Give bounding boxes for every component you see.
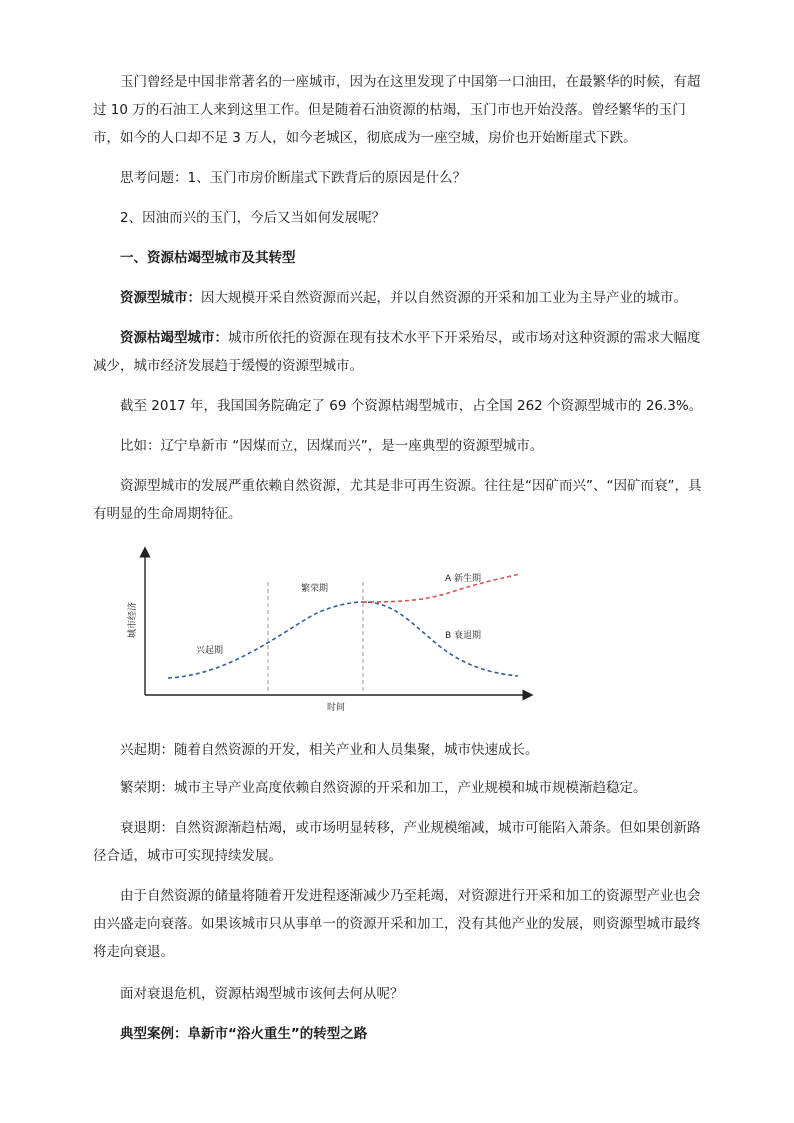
example-paragraph: 比如：辽宁阜新市 “因煤而立，因煤而兴”，是一座典型的资源型城市。 xyxy=(120,438,544,454)
definition-exhausted-city xyxy=(93,324,708,380)
stage-prosperity-paragraph: 繁荣期：城市主导产业高度依赖自然资源的开采和加工，产业规模和城市规模渐趋稳定。 xyxy=(120,780,647,796)
definition-term: 资源型城市： xyxy=(120,290,201,306)
y-axis-label: 城市经济 xyxy=(128,601,138,639)
lifecycle-chart-svg xyxy=(118,540,538,722)
stage-decline-paragraph: 衰退期：自然资源渐趋枯竭，或市场明显转移，产业规模缩减，城市可能陷入萧条。但如果创新路径合适，城市可实现持续发展。 xyxy=(93,820,701,864)
section-heading: 一、资源枯竭型城市及其转型 xyxy=(120,250,296,266)
case-heading: 典型案例：阜新市“浴火重生”的转型之路 xyxy=(120,1026,368,1042)
definition-term: 资源枯竭型城市： xyxy=(120,330,228,346)
question-1: 思考问题：1、玉门市房价断崖式下跌背后的原因是什么？ xyxy=(120,170,467,186)
stage-label-rise: 兴起期 xyxy=(196,646,224,656)
statistics-paragraph: 截至 2017 年，我国国务院确定了 69 个资源枯竭型城市，占全国 262 个资源型城市的 26.3%。 xyxy=(120,398,703,414)
x-axis-label: 时间 xyxy=(326,703,346,713)
series-label-decline: B 衰退期 xyxy=(445,631,482,641)
series-label-renewal: A 新生期 xyxy=(445,574,482,584)
definition-text: 城市所依托的资源在现有技术水平下开采殆尽，或市场对这种资源的需求大幅度减少，城市经济发展趋于缓慢的资源型城市。 xyxy=(93,330,701,374)
definition-resource-city xyxy=(93,284,708,312)
lifecycle-chart xyxy=(118,540,538,722)
dependency-paragraph: 资源型城市的发展严重依赖自然资源，尤其是非可再生资源。往往是“因矿而兴”、“因矿而衰”，具有明显的生命周期特征。 xyxy=(93,478,702,522)
stage-rise-paragraph: 兴起期：随着自然资源的开发，相关产业和人员集聚，城市快速成长。 xyxy=(120,742,539,758)
question-2: 2、因油而兴的玉门，今后又当如何发展呢？ xyxy=(120,210,386,226)
reason-paragraph: 由于自然资源的储量将随着开发进程逐渐减少乃至耗竭，对资源进行开采和加工的资源型产业也会由兴盛走向衰落。如果该城市只从事单一的资源开采和加工，没有其他产业的发展，则资源型城市最终将走向衰退。 xyxy=(93,888,701,960)
series-line-renewal xyxy=(363,574,520,602)
question-paragraph: 面对衰退危机，资源枯竭型城市该何去何从呢？ xyxy=(120,986,404,1002)
stage-label-prosperity: 繁荣期 xyxy=(301,584,329,594)
intro-paragraph: 玉门曾经是中国非常著名的一座城市，因为在这里发现了中国第一口油田，在最繁华的时候，有超过 10 万的石油工人来到这里工作。但是随着石油资源的枯竭，玉门市也开始没落。曾经繁华的玉门市，如今的人口却不足 3 万人，如今老城区，彻底成为一座空城，房价也开始断崖式下跌。 xyxy=(93,74,701,146)
definition-text: 因大规模开采自然资源而兴起，并以自然资源的开采和加工业为主导产业的城市。 xyxy=(201,290,687,306)
